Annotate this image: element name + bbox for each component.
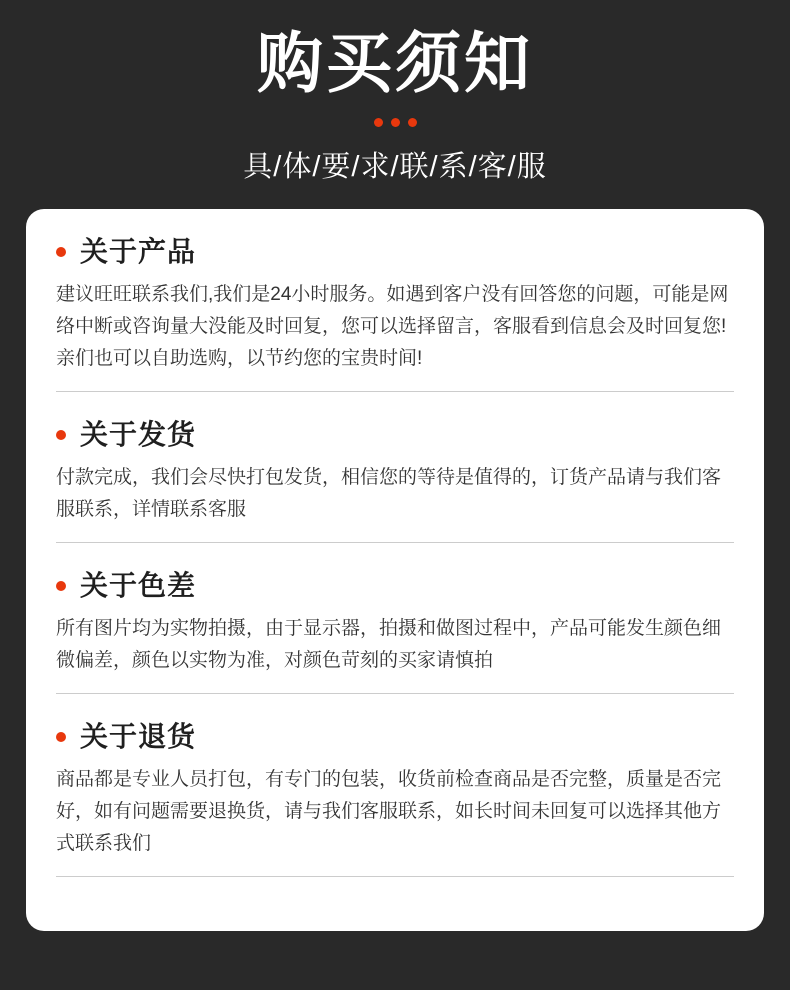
section-body: 建议旺旺联系我们,我们是24小时服务。如遇到客户没有回答您的问题，可能是网络中断或咨询量大没能及时回复，您可以选择留言，客服看到信息会及时回复您!亲们也可以自助选购，以节约您的宝贵时间! bbox=[56, 283, 729, 369]
page-subtitle: 具/体/要/求/联/系/客/服 bbox=[243, 150, 547, 183]
page-header bbox=[0, 26, 790, 185]
section-body: 付款完成，我们会尽快打包发货，相信您的等待是值得的，订货产品请与我们客服联系，详情联系客服 bbox=[56, 466, 722, 520]
bullet-dot-icon bbox=[56, 581, 66, 591]
section-heading bbox=[56, 722, 734, 752]
section-heading bbox=[56, 571, 734, 601]
section-divider bbox=[56, 876, 734, 877]
deco-dot-icon bbox=[408, 118, 417, 127]
deco-dots bbox=[0, 118, 790, 127]
page-title: 购买须知 bbox=[257, 26, 533, 100]
section-heading bbox=[56, 237, 734, 267]
section-about-returns bbox=[56, 694, 734, 877]
bullet-dot-icon bbox=[56, 732, 66, 742]
deco-dot-icon bbox=[391, 118, 400, 127]
section-heading bbox=[56, 420, 734, 450]
section-body: 商品都是专业人员打包，有专门的包装，收货前检查商品是否完整，质量是否完好，如有问题需要退换货，请与我们客服联系，如长时间未回复可以选择其他方式联系我们 bbox=[56, 768, 722, 854]
section-body: 所有图片均为实物拍摄，由于显示器，拍摄和做图过程中，产品可能发生颜色细微偏差，颜色以实物为准，对颜色苛刻的买家请慎拍 bbox=[56, 617, 722, 671]
deco-dot-icon bbox=[374, 118, 383, 127]
bullet-dot-icon bbox=[56, 430, 66, 440]
section-title: 关于发货 bbox=[80, 418, 197, 450]
section-title: 关于退货 bbox=[80, 720, 197, 752]
section-about-color-difference bbox=[56, 543, 734, 694]
bullet-dot-icon bbox=[56, 247, 66, 257]
section-title: 关于产品 bbox=[80, 235, 197, 267]
section-about-shipping bbox=[56, 392, 734, 543]
section-title: 关于色差 bbox=[80, 569, 197, 601]
notice-card bbox=[26, 209, 764, 931]
section-about-product bbox=[56, 209, 734, 392]
